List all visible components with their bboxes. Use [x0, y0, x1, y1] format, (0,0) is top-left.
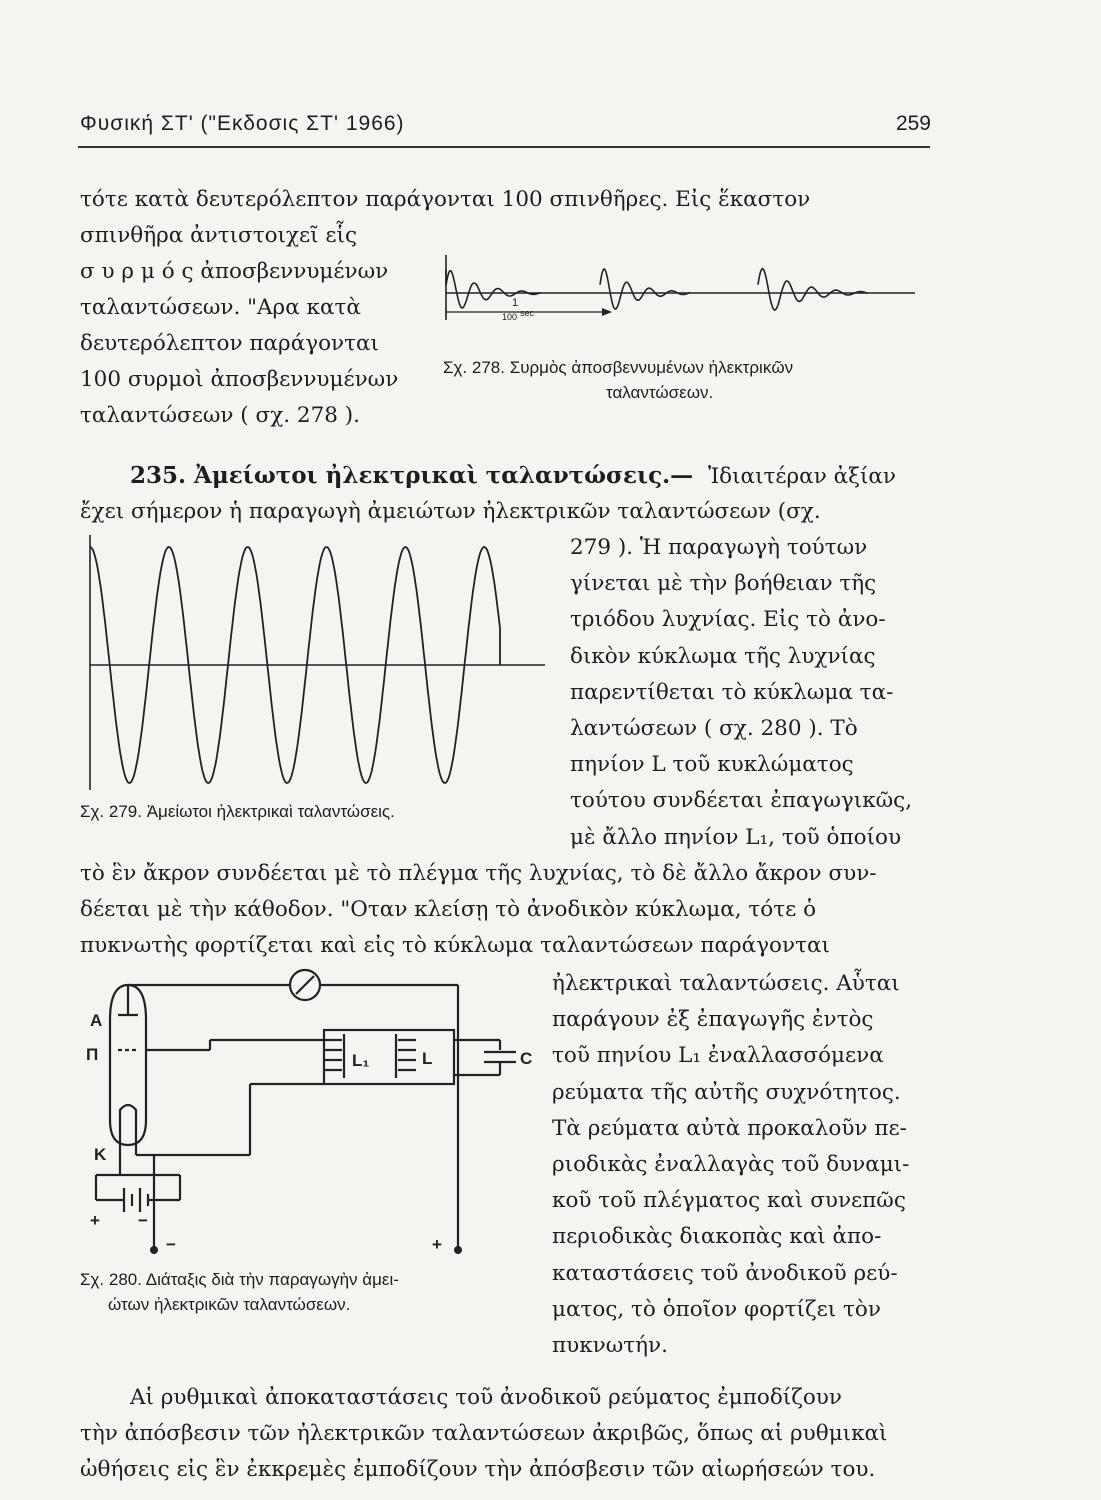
section-heading-line: [130, 458, 896, 495]
text-line: 100 συρμοὶ ἀποσβεννυμένων: [80, 367, 399, 392]
text-line: γίνεται μὲ τὴν βοήθειαν τῆς: [570, 571, 877, 597]
text-line: σπινθῆρα ἀντιστοιχεῖ εἷς: [80, 223, 358, 248]
text-line: ριοδικὰς ἐναλλαγὰς τοῦ δυναμι-: [552, 1152, 910, 1177]
text-line: δευτερόλεπτον παράγονται: [80, 331, 379, 356]
running-header: Φυσική ΣΤ' ("Εκδοσις ΣΤ' 1966): [80, 112, 405, 135]
text-line: Τὰ ρεύματα αὐτὰ προκαλοῦν πε-: [552, 1115, 907, 1141]
fig278-fraction-bottom: 100: [502, 312, 518, 322]
text-line: μὲ ἄλλο πηνίον L₁, τοῦ ὁποίου: [570, 824, 902, 850]
text-line: πηνίον L τοῦ κυκλώματος: [570, 752, 854, 778]
text-line: περιοδικὰς διακοπὰς καὶ ἀπο-: [552, 1224, 882, 1250]
fig280-label-A: A: [90, 1011, 103, 1030]
text-line: τούτου συνδέεται ἐπαγωγικῶς,: [570, 788, 913, 814]
fig279-caption: Σχ. 279. Ἀμείωτοι ἠλεκτρικαὶ ταλαντώσεις.: [80, 802, 395, 821]
text-line: δέεται μὲ τὴν κάθοδον. "Οταν κλείσῃ τὸ ἀνοδικὸν κύκλωμα, τότε ὁ: [80, 897, 817, 922]
text-line: ταλαντώσεων. "Αρα κατὰ: [80, 295, 361, 320]
text-line: πυκνωτήν.: [552, 1333, 668, 1358]
text-line: ρεύματα τῆς αὐτῆς συχνότητος.: [552, 1079, 901, 1105]
page-number: 259: [895, 112, 931, 135]
text-line: λαντώσεων ( σχ. 280 ). Τὸ: [570, 716, 858, 741]
text-line: ταλαντώσεων ( σχ. 278 ).: [80, 403, 360, 428]
fig280-label-minus-bottom: −: [166, 1235, 176, 1254]
fig280-label-minus-left: −: [138, 1211, 148, 1230]
fig280-label-P: Π: [86, 1045, 99, 1064]
text-line: τοῦ πηνίου L₁ ἐναλλασσόμενα: [552, 1043, 884, 1069]
fig280-caption-line1: Σχ. 280. Διάταξις διὰ τὴν παραγωγὴν ἀμει-: [80, 1270, 399, 1289]
fig278-caption-line2: ταλαντώσεων.: [606, 383, 714, 402]
text-line: τριόδου λυχνίας. Εἰς τὸ ἀνο-: [570, 607, 886, 633]
text-line: σ υ ρ μ ό ς ἀποσβεννυμένων: [80, 259, 389, 284]
figure-280-circuit: [80, 960, 550, 1260]
text-line: καταστάσεις τοῦ ἀνοδικοῦ ρεύ-: [552, 1260, 898, 1286]
header-rule: [78, 146, 930, 148]
text-line: πυκνωτὴς φορτίζεται καὶ εἰς τὸ κύκλωμα ταλαντώσεων παράγονται: [80, 933, 830, 958]
text-line-rest: Ἰδιαιτέραν ἀξίαν: [707, 464, 896, 489]
text-line: παρεντίθεται τὸ κύκλωμα τα-: [570, 679, 894, 705]
fig280-label-plus-left: +: [90, 1211, 100, 1230]
text-line: κοῦ τοῦ πλέγματος καὶ συνεπῶς: [552, 1188, 906, 1214]
fig280-label-plus-bottom: +: [432, 1235, 442, 1254]
fig278-caption-line1: Σχ. 278. Συρμὸς ἀποσβεννυμένων ἠλεκτρικῶν: [443, 358, 794, 377]
text-line: τότε κατὰ δευτερόλεπτον παράγονται 100 σπινθῆρες. Εἰς ἕκαστον: [80, 187, 811, 212]
fig278-unit: sec: [520, 308, 535, 318]
text-line: ἠλεκτρικαὶ ταλαντώσεις. Αὗται: [552, 971, 900, 996]
text-line: ὠθήσεις εἰς ἓν ἐκκρεμὲς ἐμποδίζουν τὴν ἀπόσβεσιν τῶν αἰωρήσεών του.: [80, 1457, 876, 1482]
text-line: Αἱ ρυθμικαὶ ἀποκαταστάσεις τοῦ ἀνοδικοῦ ρεύματος ἐμποδίζουν: [130, 1385, 842, 1410]
text-line: τὴν ἀπόσβεσιν τῶν ἠλεκτρικῶν ταλαντώσεων ἀκριβῶς, ὅπως αἱ ρυθμικαὶ: [80, 1421, 888, 1446]
fig280-caption-line2: ώτων ἠλεκτρικῶν ταλαντώσεων.: [108, 1295, 351, 1314]
figure-278-damped-trains: [440, 250, 920, 330]
figure-279-undamped-oscillations: [80, 535, 550, 795]
text-line: 279 ). Ἡ παραγωγὴ τούτων: [570, 535, 868, 560]
fig280-label-L: L: [422, 1049, 433, 1068]
fig280-label-K: K: [94, 1145, 107, 1164]
text-line: δικὸν κύκλωμα τῆς λυχνίας: [570, 643, 876, 669]
text-line: ματος, τὸ ὁποῖον φορτίζει τὸν: [552, 1296, 881, 1322]
fig280-label-L1: L₁: [352, 1051, 370, 1070]
text-line: παράγουν ἐξ ἐπαγωγῆς ἐντὸς: [552, 1007, 874, 1033]
text-line: τὸ ἓν ἄκρον συνδέεται μὲ τὸ πλέγμα τῆς λυχνίας, τὸ δὲ ἄλλο ἄκρον συν-: [80, 861, 877, 886]
section-heading: 235. Ἀμείωτοι ἠλεκτρικαὶ ταλαντώσεις.—: [130, 462, 694, 489]
text-line: ἔχει σήμερον ἡ παραγωγὴ ἀμειώτων ἠλεκτρικῶν ταλαντώσεων (σχ.: [80, 499, 821, 524]
fig280-label-C: C: [520, 1049, 533, 1068]
fig278-fraction-top: 1: [512, 297, 519, 309]
